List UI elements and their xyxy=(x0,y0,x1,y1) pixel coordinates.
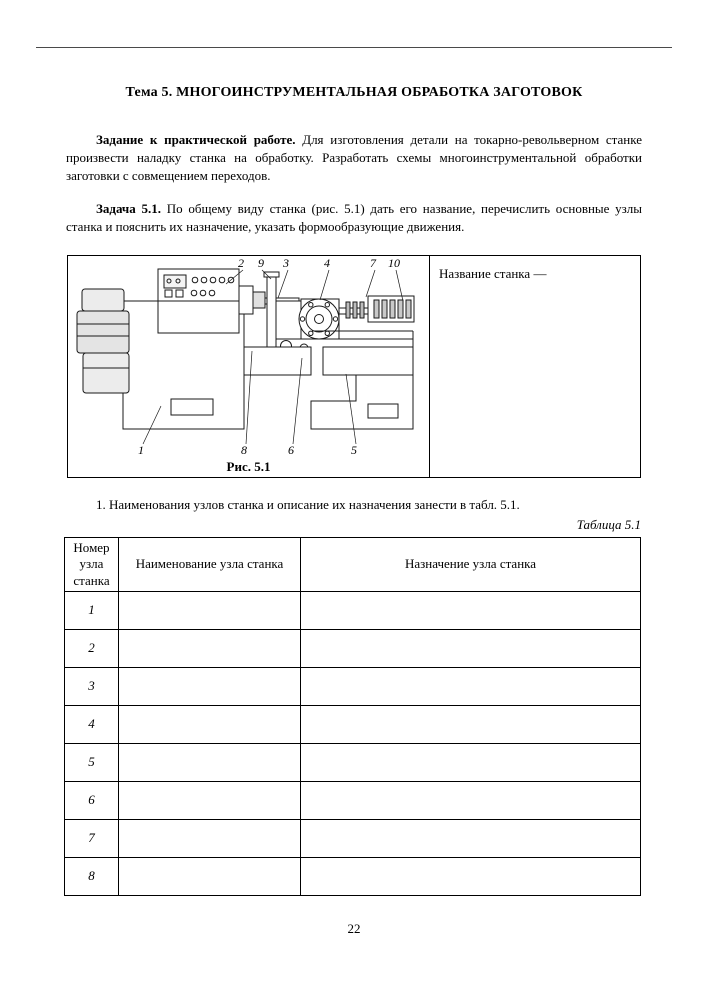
row-number: 6 xyxy=(65,781,119,819)
header-rule xyxy=(36,47,672,48)
cell-unit-purpose xyxy=(301,781,641,819)
table-note: 1. Наименования узлов станка и описание их назначения занести в табл. 5.1. xyxy=(96,497,520,512)
table-row xyxy=(65,819,641,857)
header-unit-name: Наименование узла станка xyxy=(119,538,301,592)
lathe-drawing xyxy=(68,256,429,477)
callout-5: 5 xyxy=(351,443,357,457)
callout-3: 3 xyxy=(283,256,289,270)
table-row xyxy=(65,705,641,743)
cell-unit-name xyxy=(119,857,301,895)
callout-9: 9 xyxy=(258,256,264,270)
cell-unit-name xyxy=(119,819,301,857)
lathe-motor xyxy=(77,289,129,393)
task-body: По общему виду станка (рис. 5.1) дать его название, перечислить основные узлы станка и пояснить их назначение, указать формообразующие движения. xyxy=(66,201,642,234)
table-row xyxy=(65,743,641,781)
lathe-turret xyxy=(299,299,339,339)
cell-unit-name xyxy=(119,781,301,819)
cell-unit-name xyxy=(119,629,301,667)
cell-unit-purpose xyxy=(301,667,641,705)
figure-5-1 xyxy=(67,255,641,478)
table-row xyxy=(65,781,641,819)
cell-unit-purpose xyxy=(301,819,641,857)
callout-2: 2 xyxy=(238,256,244,270)
cell-unit-purpose xyxy=(301,743,641,781)
intro-body: Для изготовления детали на токарно-револьверном станке произвести наладку станка на обработку. Разработать схемы многоинструментальной обработки заготовки с совмещением переходов. xyxy=(66,132,642,183)
page-title: Тема 5. МНОГОИНСТРУМЕНТАЛЬНАЯ ОБРАБОТКА ЗАГОТОВОК xyxy=(125,85,583,100)
cell-unit-name xyxy=(119,667,301,705)
units-table xyxy=(64,537,641,896)
table-label: Таблица 5.1 xyxy=(576,517,641,532)
units-table-header xyxy=(65,538,641,592)
callout-6: 6 xyxy=(288,443,294,457)
cell-unit-name xyxy=(119,743,301,781)
intro-paragraph xyxy=(66,131,642,185)
lathe-drawing-area xyxy=(68,256,430,477)
table-row xyxy=(65,629,641,667)
row-number: 1 xyxy=(65,591,119,629)
table-row xyxy=(65,591,641,629)
cell-unit-name xyxy=(119,705,301,743)
header-unit-number: Номер узла станка xyxy=(65,538,119,592)
cell-unit-name xyxy=(119,591,301,629)
row-number: 7 xyxy=(65,819,119,857)
callout-1: 1 xyxy=(138,443,144,457)
table-row xyxy=(65,667,641,705)
row-number: 3 xyxy=(65,667,119,705)
row-number: 8 xyxy=(65,857,119,895)
callout-4: 4 xyxy=(324,256,330,270)
callout-8: 8 xyxy=(241,443,247,457)
row-number: 4 xyxy=(65,705,119,743)
cell-unit-purpose xyxy=(301,857,641,895)
header-unit-purpose: Назначение узла станка xyxy=(301,538,641,592)
figure-caption: Рис. 5.1 xyxy=(226,459,271,474)
intro-lead: Задание к практической работе. xyxy=(96,132,296,147)
lathe-pedestal xyxy=(311,375,413,429)
cell-unit-purpose xyxy=(301,591,641,629)
lathe-headstock xyxy=(158,269,239,333)
machine-name-label: Название станка — xyxy=(439,266,547,281)
callout-7: 7 xyxy=(370,256,376,270)
callout-10: 10 xyxy=(388,256,400,270)
page-number: 22 xyxy=(347,921,361,936)
task-paragraph xyxy=(66,200,642,236)
task-lead: Задача 5.1. xyxy=(96,201,161,216)
row-number: 5 xyxy=(65,743,119,781)
cell-unit-purpose xyxy=(301,629,641,667)
row-number: 2 xyxy=(65,629,119,667)
cell-unit-purpose xyxy=(301,705,641,743)
table-row xyxy=(65,857,641,895)
